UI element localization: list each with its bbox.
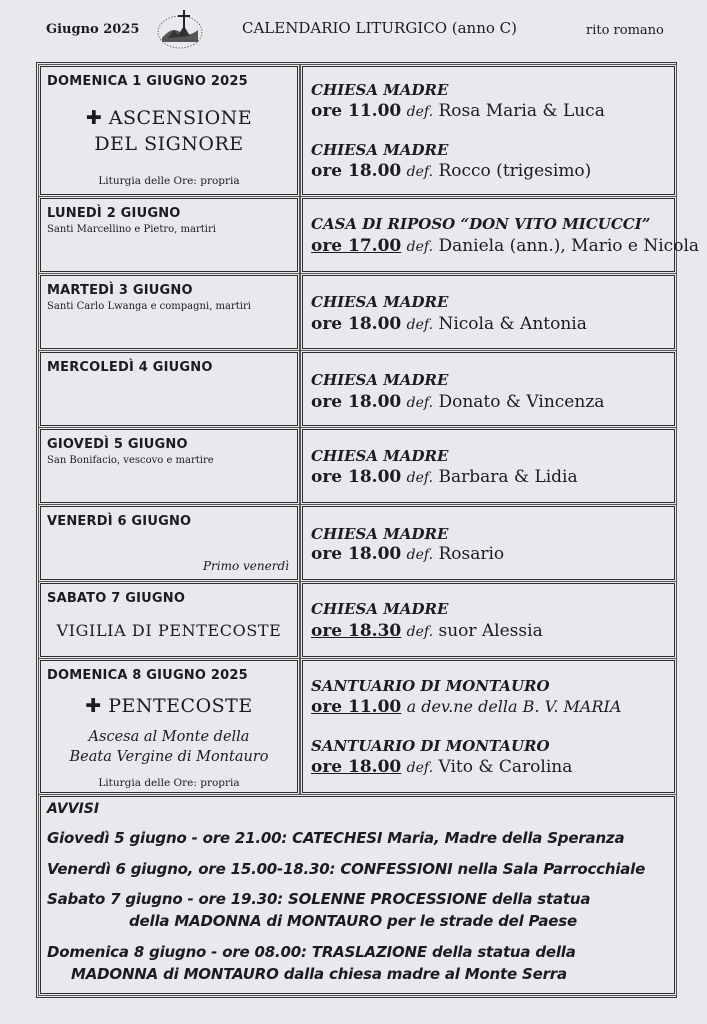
notices-title: AVVISI: [47, 801, 100, 817]
mass-intention: Rosa Maria & Luca: [438, 101, 605, 121]
saint-label: Santi Carlo Lwanga e compagni, martiri: [47, 301, 251, 312]
liturgy-note: Liturgia delle Ore: propria: [98, 777, 240, 789]
day-cell-8: [40, 660, 298, 793]
notice-line: della MADONNA di MONTAURO per le strade del Paese: [129, 912, 577, 930]
mass-cell-2: [302, 198, 700, 272]
feast-subtitle-line: Beata Vergine di Montauro: [69, 749, 269, 765]
day-label: LUNEDÌ 2 GIUGNO: [47, 206, 181, 221]
mass-entry: [311, 467, 578, 487]
mass-entry: [311, 697, 621, 717]
mass-entry: [311, 161, 591, 181]
mass-entry: [311, 236, 699, 256]
mass-time: ore 18.00: [311, 314, 402, 334]
day-label: MARTEDÌ 3 GIUGNO: [47, 283, 193, 298]
parish-logo-icon: [154, 8, 206, 52]
mass-entry: [311, 314, 587, 334]
feast-title: [41, 105, 297, 157]
notice-line: Domenica 8 giugno - ore 08.00: TRASLAZIONE della statua della: [47, 943, 576, 961]
def-label: def.: [406, 470, 434, 486]
def-label: def.: [406, 760, 434, 776]
feast-title: ✚ PENTECOSTE: [85, 695, 253, 717]
mass-time: ore 17.00: [311, 236, 402, 256]
church-name: CHIESA MADRE: [311, 371, 449, 389]
def-label: def.: [406, 104, 434, 120]
mass-cell-6: [302, 506, 675, 580]
mass-intention: Daniela (ann.), Mario e Nicola: [438, 236, 700, 256]
mass-time: ore 18.00: [311, 467, 402, 487]
mass-entry: [311, 101, 605, 121]
day-cell-6: [40, 506, 298, 580]
def-label: def.: [406, 395, 434, 411]
feast-line-2: DEL SIGNORE: [94, 133, 244, 155]
mass-cell-1: [302, 66, 675, 195]
feast-subtitle: [41, 727, 297, 767]
mass-entry: [311, 757, 572, 777]
mass-cell-8: [302, 660, 675, 793]
def-label: def.: [406, 624, 434, 640]
vigil-title: VIGILIA DI PENTECOSTE: [56, 621, 282, 640]
mass-cell-3: [302, 275, 675, 349]
header-title: CALENDARIO LITURGICO (anno C): [242, 19, 518, 37]
devotion-label: a dev.ne della B. V. MARIA: [406, 697, 622, 716]
church-name: CHIESA MADRE: [311, 447, 449, 465]
page-header: [0, 0, 707, 60]
day-label: DOMENICA 8 GIUGNO 2025: [47, 668, 248, 683]
first-friday-note: Primo venerdì: [202, 559, 289, 573]
def-label: def.: [406, 317, 434, 333]
mass-cell-5: [302, 429, 675, 503]
header-rite: rito romano: [586, 23, 664, 38]
mass-intention: suor Alessia: [438, 621, 543, 641]
church-name: CASA DI RIPOSO “DON VITO MICUCCI”: [311, 215, 651, 233]
mass-cell-4: [302, 352, 675, 426]
church-name: SANTUARIO DI MONTAURO: [311, 737, 550, 755]
day-cell-1: [40, 66, 298, 195]
saint-label: Santi Marcellino e Pietro, martiri: [47, 224, 216, 235]
def-label: def.: [406, 164, 434, 180]
mass-time: ore 18.30: [311, 621, 402, 641]
mass-intention: Donato & Vincenza: [438, 392, 605, 412]
day-cell-3: [40, 275, 298, 349]
day-cell-5: [40, 429, 298, 503]
mass-time: ore 18.00: [311, 757, 402, 777]
day-cell-7: [40, 583, 298, 657]
mass-entry: [311, 392, 604, 412]
mass-intention: Barbara & Lidia: [438, 467, 578, 487]
feast-subtitle-line: Ascesa al Monte della: [88, 729, 250, 745]
mass-intention: Nicola & Antonia: [438, 314, 587, 334]
church-name: CHIESA MADRE: [311, 293, 449, 311]
day-label: DOMENICA 1 GIUGNO 2025: [47, 74, 248, 89]
mass-entry: [311, 544, 504, 564]
day-label: MERCOLEDÌ 4 GIUGNO: [47, 360, 213, 375]
church-name: CHIESA MADRE: [311, 525, 449, 543]
notice-line: Venerdì 6 giugno, ore 15.00-18.30: CONFESSIONI nella Sala Parrocchiale: [47, 860, 646, 878]
liturgy-note: Liturgia delle Ore: propria: [98, 175, 240, 187]
mass-time: ore 11.00: [311, 697, 402, 717]
mass-entry: [311, 621, 543, 641]
mass-time: ore 18.00: [311, 392, 402, 412]
mass-intention: Vito & Carolina: [438, 757, 573, 777]
saint-label: San Bonifacio, vescovo e martire: [47, 455, 214, 466]
church-name: CHIESA MADRE: [311, 600, 449, 618]
mass-time: ore 11.00: [311, 101, 402, 121]
notice-line: MADONNA di MONTAURO dalla chiesa madre al Monte Serra: [71, 965, 567, 983]
feast-line-1: ✚ ASCENSIONE: [85, 107, 253, 129]
day-cell-2: [40, 198, 298, 272]
church-name: SANTUARIO DI MONTAURO: [311, 677, 550, 695]
day-label: GIOVEDÌ 5 GIUGNO: [47, 437, 188, 452]
church-name: CHIESA MADRE: [311, 81, 449, 99]
day-label: SABATO 7 GIUGNO: [47, 591, 186, 606]
notice-line: Giovedì 5 giugno - ore 21.00: CATECHESI Maria, Madre della Speranza: [47, 829, 625, 847]
mass-time: ore 18.00: [311, 161, 402, 181]
mass-intention: Rosario: [438, 544, 505, 564]
notice-line: Sabato 7 giugno - ore 19.30: SOLENNE PROCESSIONE della statua: [47, 890, 591, 908]
notices-box: [40, 796, 675, 994]
mass-intention: Rocco (trigesimo): [438, 161, 592, 181]
church-name: CHIESA MADRE: [311, 141, 449, 159]
mass-time: ore 18.00: [311, 544, 402, 564]
header-month: Giugno 2025: [46, 22, 140, 37]
def-label: def.: [406, 239, 434, 255]
mass-cell-7: [302, 583, 675, 657]
day-cell-4: [40, 352, 298, 426]
day-label: VENERDÌ 6 GIUGNO: [47, 514, 192, 529]
def-label: def.: [406, 547, 434, 563]
